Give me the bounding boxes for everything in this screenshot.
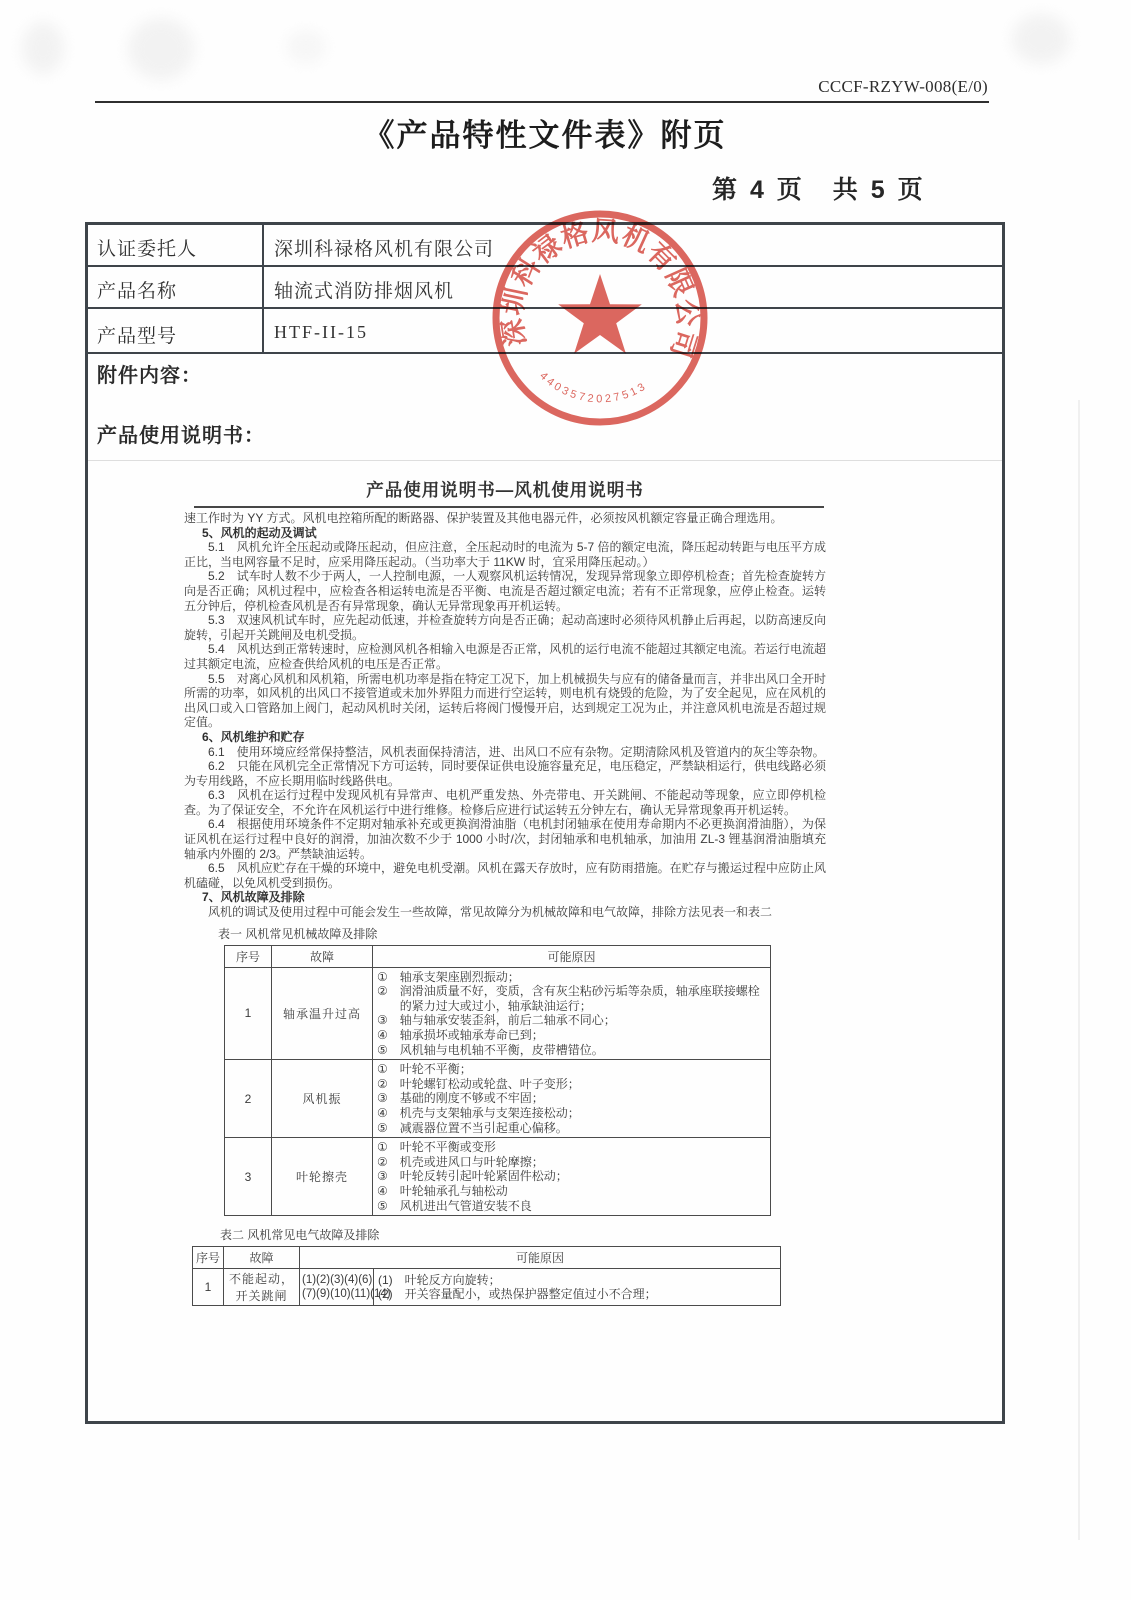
row-causes [373,1138,771,1216]
row-fault: 叶轮擦壳 [272,1138,373,1216]
col-header-cause: 可能原因 [300,1247,781,1269]
scan-artifact [1078,400,1080,1540]
manual-content [184,477,826,1306]
page-title: 《产品特性文件表》附页 [363,118,727,153]
row-no: 3 [225,1138,272,1216]
header-rule [95,101,989,103]
manual-paragraph: 5.2 试车时人数不少于两人，一人控制电源，一人观察风机运转情况，发现异常现象立即停机检查；首先检查旋转方向是否正确；风机过程中，应检查各相运转电流是否平衡、电流是否超过额定电流；若有不正常现象，应停止检查。运转五分钟后，停机检查风机是否有异常现象，确认无异常现象再开机运转。 [184,569,826,613]
cause-item: ④ 轴承损坏或轴承寿命已到； [377,1028,544,1042]
cause-item: ④ 叶轮轴承孔与轴松动 [377,1183,508,1198]
cause-item: ① 叶轮不平衡； [377,1062,472,1077]
table1-caption: 表一 风机常见机械故障及排除 [218,926,378,941]
cause-code: (1)(2)(3)(4)(6) [302,1273,373,1286]
cause-item: ② 润滑油质量不好，变质，含有灰尘粘砂污垢等杂质，轴承座联接螺栓的紧力过大或过小，轴承缺油运行； [377,984,760,1013]
manual-title-rule [194,506,824,508]
manual-paragraph: 风机的调试及使用过程中可能会发生一些故障，常见故障分为机械故障和电气故障，排除方法见表一和表二 [208,905,773,920]
manual-label: 产品使用说明书： [97,425,265,447]
manual-paragraph: 5.3 双速风机试车时，应先起动低速，并检查旋转方向是否正确；起动高速时必须待风机静止后再起，以防高速反向旋转，引起开关跳闸及电机受损。 [184,613,826,642]
manual-title: 产品使用说明书—风机使用说明书 [366,480,644,500]
cause-item: ① 叶轮不平衡或变形 [377,1140,496,1155]
cause-item: (2) 开关容量配小，或热保护器整定值过小不合理； [378,1287,657,1302]
cause-item: ② 机壳或进风口与叶轮摩擦； [377,1154,544,1169]
table-row [225,1138,771,1216]
product-name-label: 产品名称 [97,281,178,302]
row-cause-codes [300,1269,391,1306]
table-header-row [193,1247,781,1269]
scan-artifact [286,30,326,64]
doc-code: CCCF-RZYW-008(E/0) [818,77,988,96]
applicant-label: 认证委托人 [97,239,198,260]
page-indicator: 第 4 页 共 5 页 [712,176,926,204]
row-no: 2 [225,1060,272,1138]
company-stamp-seal [485,203,715,433]
table-header-row [225,945,771,967]
mechanical-fault-table [224,945,771,1217]
cause-item: ③ 叶轮反转引起叶轮紧固件松动； [377,1169,568,1184]
stamp-company-text: 深圳科禄格风机有限公司 [497,215,703,363]
table-row [225,1060,771,1138]
manual-paragraph: 速工作时为 YY 方式。风机电控箱所配的断路器、保护装置及其他电器元件，必须按风机额定容量正确合理选用。 [184,511,783,525]
col-header-no: 序号 [193,1247,224,1269]
cause-item: ④ 机壳与支架轴承与支架连接松动； [377,1105,580,1120]
row-no: 1 [193,1269,224,1306]
cause-code: (7)(9)(10)(11)(14) [302,1288,391,1301]
scan-artifact [1012,14,1070,64]
manual-section-heading: 7、风机故障及排除 [202,890,305,905]
cause-item: ⑤ 风机进出气管道安装不良 [377,1198,532,1213]
scan-artifact [128,18,194,80]
row-fault: 风机振 [272,1060,373,1138]
manual-paragraph: 6.2 只能在风机完全正常情况下方可运转，同时要保证供电设施容量充足，电压稳定，严禁缺相运行，供电线路必须为专用线路，不应长期用临时线路供电。 [184,759,826,788]
col-header-cause: 可能原因 [373,945,771,967]
row-fault: 轴承温升过高 [272,967,373,1060]
table-row [225,967,771,1060]
electrical-fault-table [192,1246,781,1306]
manual-section-heading: 6、风机维护和贮存 [202,729,305,744]
cause-item: ③ 轴与轴承安装歪斜，前后二轴承不同心； [377,1013,616,1028]
cause-item: (1) 叶轮反方向旋转； [378,1272,501,1287]
manual-paragraph: 6.5 风机应贮存在干燥的环境中，避免电机受潮。风机在露天存放时，应有防雨措施。在贮存与搬运过程中应防止风机磕碰，以免风机受到损伤。 [184,861,826,890]
faint-divider [88,460,1002,461]
col-header-no: 序号 [225,945,272,967]
manual-paragraph: 6.3 风机在运行过程中发现风机有异常声、电机严重发热、外壳带电、开关跳闸、不能起动等现象，应立即停机检查。为了保证安全，不允许在风机运行中进行维修。检修后应进行试运转五分钟左右，确认无异常现象再开机运转。 [184,788,826,817]
applicant-value: 深圳科禄格风机有限公司 [274,239,495,260]
attachment-label: 附件内容： [97,365,202,387]
column-divider [262,225,264,354]
cause-item: ⑤ 减震器位置不当引起重心偏移。 [377,1120,568,1135]
row-causes [374,1269,781,1306]
cause-item: ⑤ 风机轴与电机轴不平衡，皮带槽错位。 [377,1042,604,1057]
manual-paragraph: 5.5 对离心风机和风机箱，所需电机功率是指在特定工况下，加上机械损失与应有的储备量而言，并非出风口全开时所需的功率，如风机的出风口不接管道或未加外界阻力而进行空运转，则电机有烧毁的危险，为了安全起见，应在风机的出风口或入口管路加上阀门，起动风机时关闭，运转后将阀门慢慢开启，达到规定工况为止，并注意风机电流是否超过规定值。 [184,671,826,730]
product-model-label: 产品型号 [97,326,178,347]
scan-artifact [22,22,64,74]
row-causes [373,967,771,1060]
table-row [193,1269,781,1306]
table2-caption: 表二 风机常见电气故障及排除 [220,1228,380,1243]
cause-item: ② 叶轮螺钉松动或轮盘、叶子变形； [377,1076,580,1091]
row-no: 1 [225,967,272,1060]
stamp-serial-text: 4403572027513 [537,369,650,406]
manual-section-heading: 5、风机的起动及调试 [202,525,317,540]
manual-paragraph: 6.1 使用环境应经常保持整洁，风机表面保持清洁，进、出风口不应有杂物。定期清除风机及管道内的灰尘等杂物。 [208,744,825,759]
cause-item: ① 轴承支架座剧烈振动； [377,969,520,984]
product-name-value: 轴流式消防排烟风机 [274,281,455,302]
col-header-fault: 故障 [272,945,373,967]
col-header-fault: 故障 [224,1247,300,1269]
stamp-star-icon [558,274,642,354]
row-causes [373,1060,771,1138]
row-fault: 不能起动，开关跳闸 [224,1269,300,1306]
manual-paragraph: 5.1 风机允许全压起动或降压起动，但应注意，全压起动时的电流为 5-7 倍的额定电流，降压起动转距与电压平方成正比，当电网容量不足时，应采用降压起动。（当功率大于 11KW 时，宜采用降压起动。） [184,540,826,569]
manual-paragraph: 5.4 风机达到正常转速时，应检测风机各相输入电源是否正常，风机的运行电流不能超过其额定电流。若运行电流超过其额定电流，应检查供给风机的电压是否正常。 [184,642,826,671]
product-model-value: HTF-II-15 [274,322,368,342]
manual-paragraph: 6.4 根据使用环境条件不定期对轴承补充或更换润滑油脂（电机封闭轴承在使用寿命期内不必更换润滑油脂），为保证风机在运行过程中良好的润滑，加油次数不少于 1000 小时/次，封闭轴承和电机轴承，加油用 ZL-3 锂基润滑油脂填充轴承内外圈的 2/3。严禁缺油运转。 [184,817,826,861]
cause-item: ③ 基础的刚度不够或不牢固； [377,1091,544,1106]
